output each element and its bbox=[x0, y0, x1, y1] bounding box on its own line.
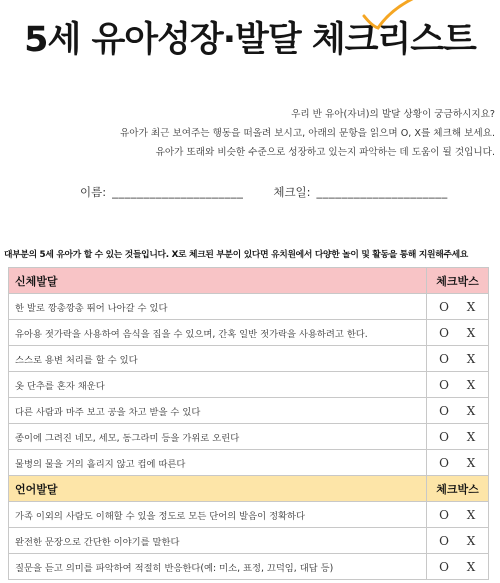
ox-cell bbox=[427, 320, 489, 346]
item-text: 완전한 문장으로 간단한 이야기를 말한다 bbox=[9, 528, 427, 554]
ox-cell bbox=[427, 398, 489, 424]
ox-cell bbox=[427, 528, 489, 554]
ox-cell bbox=[427, 346, 489, 372]
item-text: 가족 이외의 사람도 이해할 수 있을 정도로 모든 단어의 발음이 정확하다 bbox=[9, 502, 427, 528]
x-option[interactable]: X bbox=[466, 299, 476, 314]
section-title: 신체발달 bbox=[9, 268, 427, 294]
table-row bbox=[9, 424, 489, 450]
section-header-physical bbox=[9, 268, 489, 294]
table-row bbox=[9, 554, 489, 580]
checkmark-icon bbox=[360, 0, 418, 32]
table-row bbox=[9, 450, 489, 476]
ox-cell bbox=[427, 450, 489, 476]
name-field[interactable]: _____________________ bbox=[112, 185, 244, 199]
x-option[interactable]: X bbox=[466, 377, 476, 392]
o-option[interactable]: O bbox=[439, 533, 449, 548]
ox-cell bbox=[427, 294, 489, 320]
section-title: 언어발달 bbox=[9, 476, 427, 502]
x-option[interactable]: X bbox=[466, 325, 476, 340]
name-label: 이름: bbox=[80, 185, 107, 199]
checkbox-header: 체크박스 bbox=[427, 476, 489, 502]
ox-cell bbox=[427, 424, 489, 450]
x-option[interactable]: X bbox=[466, 455, 476, 470]
x-option[interactable]: X bbox=[466, 559, 476, 574]
o-option[interactable]: O bbox=[439, 559, 449, 574]
x-option[interactable]: X bbox=[466, 507, 476, 522]
item-text: 스스로 용변 처리를 할 수 있다 bbox=[9, 346, 427, 372]
title-text: 5세 유아성장·발달 체크리스트 bbox=[24, 20, 476, 60]
table-row bbox=[9, 294, 489, 320]
intro-line-2: 유아가 최근 보여주는 행동을 떠올려 보시고, 아래의 문항을 읽으며 O, X를 체크해 보세요. bbox=[120, 128, 495, 139]
table-row bbox=[9, 528, 489, 554]
o-option[interactable]: O bbox=[439, 299, 449, 314]
item-text: 물병의 물을 거의 흘리지 않고 컵에 따른다 bbox=[9, 450, 427, 476]
o-option[interactable]: O bbox=[439, 507, 449, 522]
table-row bbox=[9, 320, 489, 346]
date-label: 체크일: bbox=[273, 185, 311, 199]
item-text: 다른 사람과 마주 보고 공을 차고 받을 수 있다 bbox=[9, 398, 427, 424]
intro-line-1: 우리 반 유아(자녀)의 발달 상황이 궁금하시지요? bbox=[291, 109, 495, 120]
item-text: 종이에 그려진 네모, 세모, 동그라미 등을 가위로 오린다 bbox=[9, 424, 427, 450]
x-option[interactable]: X bbox=[466, 533, 476, 548]
table-row bbox=[9, 346, 489, 372]
o-option[interactable]: O bbox=[439, 325, 449, 340]
section-header-language bbox=[9, 476, 489, 502]
o-option[interactable]: O bbox=[439, 351, 449, 366]
x-option[interactable]: X bbox=[466, 351, 476, 366]
checklist-table bbox=[8, 267, 489, 580]
table-row bbox=[9, 502, 489, 528]
o-option[interactable]: O bbox=[439, 455, 449, 470]
x-option[interactable]: X bbox=[466, 429, 476, 444]
page-title bbox=[0, 12, 500, 62]
ox-cell bbox=[427, 502, 489, 528]
item-text: 한 발로 깡총깡총 뛰어 나아갈 수 있다 bbox=[9, 294, 427, 320]
ox-cell bbox=[427, 372, 489, 398]
intro-text bbox=[25, 105, 495, 162]
intro-line-3: 유아가 또래와 비슷한 수준으로 성장하고 있는지 파악하는 데 도움이 될 것입니다. bbox=[155, 147, 495, 158]
x-option[interactable]: X bbox=[466, 403, 476, 418]
o-option[interactable]: O bbox=[439, 377, 449, 392]
date-field[interactable]: _____________________ bbox=[316, 185, 448, 199]
table-row bbox=[9, 372, 489, 398]
instruction-note: 대부분의 5세 유아가 할 수 있는 것들입니다. X로 체크된 부분이 있다면 유치원에서 다양한 놀이 및 활동을 통해 지원해주세요 bbox=[4, 250, 469, 260]
item-text: 질문을 듣고 의미를 파악하여 적절히 반응한다(예: 미소, 표정, 끄덕임, 대답 등) bbox=[9, 554, 427, 580]
info-fields bbox=[80, 184, 448, 200]
checkbox-header: 체크박스 bbox=[427, 268, 489, 294]
ox-cell bbox=[427, 554, 489, 580]
item-text: 옷 단추를 혼자 채운다 bbox=[9, 372, 427, 398]
o-option[interactable]: O bbox=[439, 403, 449, 418]
table-row bbox=[9, 398, 489, 424]
item-text: 유아용 젓가락을 사용하여 음식을 집을 수 있으며, 간혹 일반 젓가락을 사용하려고 한다. bbox=[9, 320, 427, 346]
o-option[interactable]: O bbox=[439, 429, 449, 444]
